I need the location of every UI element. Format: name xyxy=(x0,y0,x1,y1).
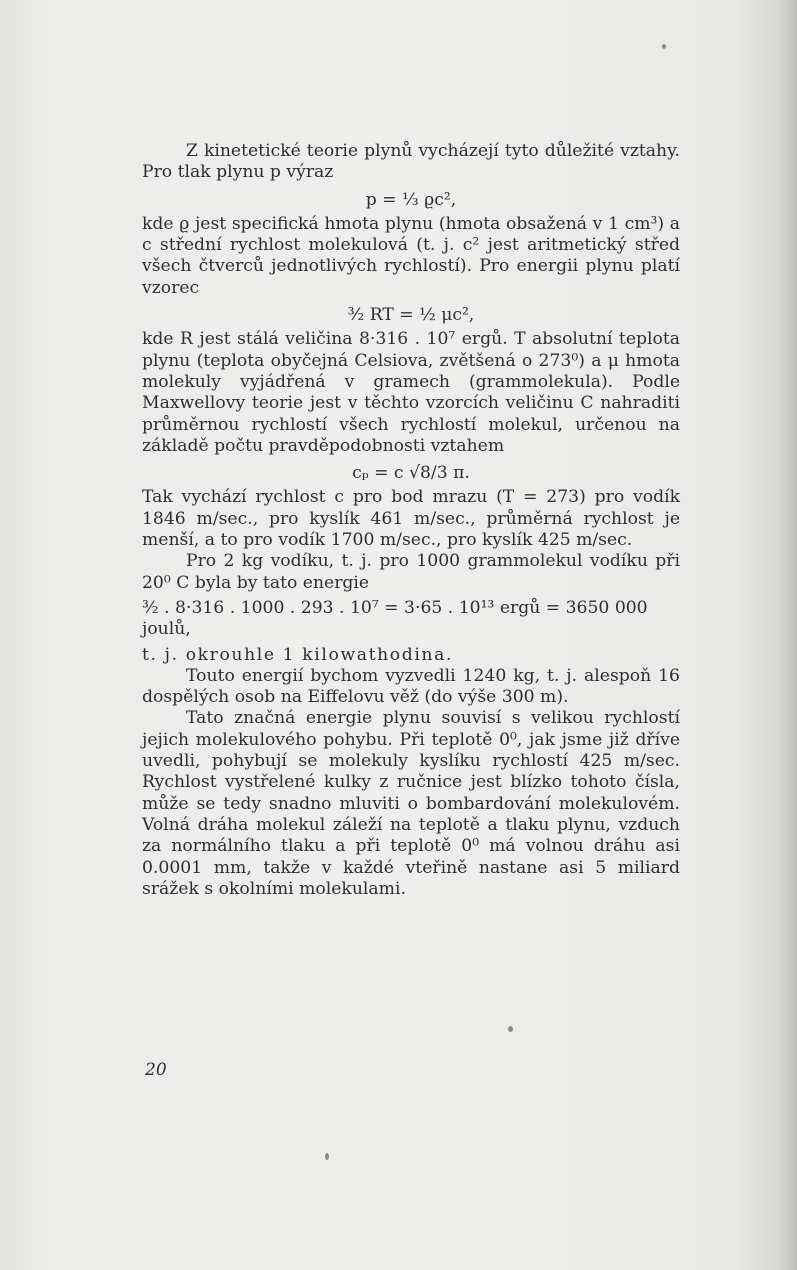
paragraph-5: Pro 2 kg vodíku, t. j. pro 1000 grammolekul vodíku při 20⁰ C byla by tato energie xyxy=(142,551,680,593)
paper-speck xyxy=(662,44,666,49)
formula-energy: ³⁄₂ RT = ½ μc², xyxy=(347,305,475,326)
page-number: 20 xyxy=(145,1060,167,1080)
paper-speck xyxy=(508,1026,513,1032)
paragraph-7: Touto energií bychom vyzvedli 1240 kg, t. j. alespoň 16 dospělých osob na Eiffelovu věž (do výše 300 m). xyxy=(142,665,680,708)
paragraph-2: kde ϱ jest specifická hmota plynu (hmota obsažená v 1 cm³) a c střední rychlost molekulová (t. j. c² jest aritmetický střed všech čtverců jednotlivých rychlostí). Pro energii plynu platí vzorec xyxy=(142,213,680,298)
paragraph-3: kde R jest stálá veličina 8·316 . 10⁷ ergů. T absolutní teplota plynu (teplota obyčejná Celsiova, zvětšená o 273⁰) a μ hmota molekuly vyjádřená v gramech (grammolekula). Podle Maxwellovy teorie jest v těchto vzorcích veličinu C nahraditi průměrnou rychlostí všech rychlostí molekul, určenou na základě počtu pravděpodobnosti vztahem xyxy=(142,329,680,456)
paragraph-4: Tak vychází rychlost c pro bod mrazu (T = 273) pro vodík 1846 m/sec., pro kyslík 461 m/sec., průměrná rychlost je menší, a to pro vodík 1700 m/sec., pro kyslík 425 m/sec. xyxy=(142,487,680,551)
paragraph-1: Z kinetetické teorie plynů vycházejí tyto důležité vztahy. Pro tlak plynu p výraz xyxy=(142,141,680,183)
paper-speck xyxy=(325,1153,329,1160)
formula-calculation: ³⁄₂ . 8·316 . 1000 . 293 . 10⁷ = 3·65 . 10¹³ ergů = 3650 000 joulů, xyxy=(142,597,648,640)
body-text xyxy=(142,141,680,900)
page-edge-shadow xyxy=(779,0,797,1270)
formula-pressure: p = ⅓ ϱc², xyxy=(365,189,457,210)
paragraph-8: Tato značná energie plynu souvisí s velikou rychlostí jejich molekulového pohybu. Při teplotě 0⁰, jak jsme již dříve uvedli, pohybují se molekuly kyslíku rychlostí 425 m/sec. Rychlost vystřelené kulky z ručnice jest blízko tohoto čísla, může se tedy snadno mluviti o bombardování molekulovém. Volná dráha molekul záleží na teplotě a tlaku plynu, vzduch za normálního tlaku a při teplotě 0⁰ má volnou dráhu asi 0.0001 mm, takže v každé vteřině nastane asi 5 miliard srážek s okolními molekulami. xyxy=(142,708,680,899)
formula-mean-velocity: cₚ = c √8/3 π. xyxy=(352,463,470,484)
paragraph-6: t. j. okrouhle 1 kilowathodina. xyxy=(142,644,454,665)
